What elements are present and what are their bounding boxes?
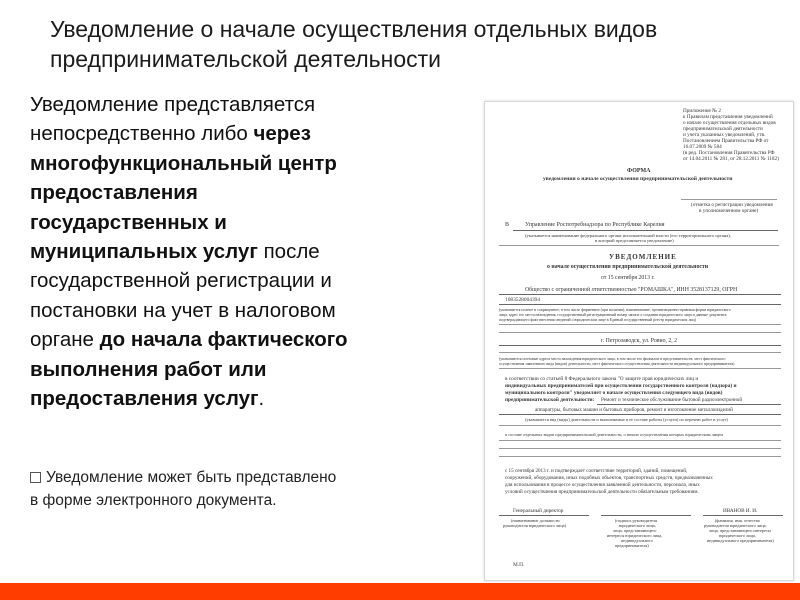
form-label: ФОРМА — [627, 168, 651, 174]
main-line-1: Уведомление представляется — [30, 93, 316, 116]
checkbox-bullet-icon — [30, 472, 41, 483]
main-line-9a: органе — [30, 328, 100, 352]
signature-note: интересы юридического лица, — [607, 533, 663, 538]
director-line — [499, 515, 589, 516]
main-text — [30, 90, 470, 413]
main-line-11a: предоставления услуг — [30, 387, 259, 411]
signature-note: (подпись руководителя — [615, 518, 658, 523]
authority-note: (указывается наименование федерального органа исполнительной власти (его территориального органа), — [525, 233, 731, 238]
notice-date: от 15 сентября 2013 г. — [601, 275, 655, 281]
appendix-line: к Правилам представления уведомлений — [683, 114, 773, 120]
name-note: юридического лица, — [719, 533, 756, 538]
main-line-11 — [30, 384, 470, 413]
notice-subheading: о начале осуществления предпринимательской деятельности — [547, 264, 709, 270]
divider — [499, 440, 781, 441]
main-line-11b: . — [258, 387, 265, 411]
title-line-2: предпринимательской деятельности — [50, 46, 441, 72]
divider — [499, 352, 781, 353]
appendix-line: (в ред. Постановления Правительства РФ — [683, 150, 775, 156]
appendix-line: от 14.04.2011 № 281, от 28.12.2011 № 1182) — [683, 156, 779, 162]
name-note: руководителя юридического лица, — [704, 523, 767, 528]
main-line-2a: непосредственно либо — [30, 122, 254, 146]
date-text: для использования в процессе осуществления заявленной деятельности, персонала, иных — [505, 482, 700, 488]
main-line-5-bold: государственных и — [30, 210, 227, 234]
note-line-2: в форме электронного документа. — [30, 492, 277, 509]
main-line-4-bold: предоставления — [30, 181, 198, 205]
main-line-6a: муниципальных услуг — [30, 240, 258, 264]
electronic-note — [30, 466, 480, 512]
name-note: лица, представляющего интересы — [709, 528, 771, 533]
main-line-2b: через — [253, 122, 311, 146]
company-note: (указывается полное и сокращенное, в том числе фирменное (при наличии), наименование, организационно-правовая форма юридического — [499, 308, 731, 312]
law-text: в соответствии со статьей 8 Федерального закона "О защите прав юридических лиц и — [505, 376, 699, 382]
ogrn: 1083528004394 — [505, 297, 541, 303]
divider — [499, 245, 779, 246]
director-note: (наименование должности — [511, 518, 560, 523]
main-line-9b: до начала фактического — [99, 328, 348, 352]
signature-note: индивидуального — [621, 538, 653, 543]
main-line-2 — [30, 119, 470, 148]
company-note: лица, адрес его места нахождения, государственный регистрационный номер записи о создании юридического лица и данные документа, — [499, 313, 728, 317]
signature-note: юридического лица, — [619, 523, 656, 528]
main-line-3 — [30, 149, 470, 178]
form-title: уведомления о начале осуществления предпринимательской деятельности — [543, 176, 733, 182]
signature-note: лица, представляющего — [613, 528, 657, 533]
appendix-line: 16.07.2009 № 584 — [683, 144, 722, 150]
note-line-1-text: Уведомление может быть представлено — [46, 469, 337, 486]
activity-note: (указывается вид (виды) деятельности и выполняемые в ее составе работы (услуги) по перечню работ и услуг) — [525, 417, 728, 422]
name-note: индивидуального предпринимателя) — [707, 538, 774, 543]
date-text: сооружений, оборудования, иных подобных объектов, транспортных средств, предназначенных — [505, 475, 713, 481]
law-text: предпринимательской деятельности: — [505, 397, 595, 403]
authority: Управление Роспотребнадзора по Республике Карелия — [525, 222, 665, 228]
activity: Ремонт и техническое обслуживание бытовой радиоэлектронной — [601, 397, 743, 403]
main-line-10-bold: выполнения работ или — [30, 357, 267, 381]
registration-mark: (отметка о регистрации уведомления — [691, 202, 773, 208]
accent-bar — [0, 583, 800, 600]
main-line-6b: после — [257, 240, 320, 264]
divider — [499, 425, 781, 426]
company-note: подтверждающего факт внесения сведений о юридическом лице в Единый государственный реестр юридических лиц) — [499, 318, 696, 322]
signature-line — [601, 515, 691, 516]
address-note: осуществления заявленного вида (видов) деятельности, мест фактического осуществления деятельности индивидуального предпринимателя) — [499, 362, 735, 366]
name-line — [703, 515, 783, 516]
appendix-line: и учета указанных уведомлений, утв. — [683, 132, 766, 138]
company-line — [499, 294, 781, 295]
authority-note-2: в который представляется уведомление) — [595, 238, 674, 243]
registration-mark-2: в уполномоченном органе) — [699, 208, 759, 214]
activity-line — [597, 404, 781, 405]
main-line-3-bold: многофункциональный центр — [30, 151, 337, 175]
address-note: (указываются почтовые адреса места нахождения юридического лица, в том числе его филиалов и представительств, мест фактического — [499, 357, 726, 361]
activity-line-2 — [499, 414, 781, 415]
main-line-5 — [30, 208, 470, 237]
law-text: индивидуальных предпринимателей при осуществлении государственного контроля (надзора) и — [505, 383, 737, 389]
notification-form-image — [484, 101, 794, 581]
main-line-8: постановки на учет в налоговом — [30, 298, 336, 322]
main-line-6 — [30, 237, 470, 266]
main-line-7: государственной регистрации и — [30, 269, 332, 293]
address: г. Петрозаводск, ул. Ровио, 2, 2 — [601, 338, 678, 344]
divider — [499, 332, 781, 333]
name-note: (фамилия, имя, отчество — [715, 518, 760, 523]
director-title: Генеральный директор — [513, 508, 564, 514]
address-line — [499, 345, 781, 346]
appendix-line: предпринимательской деятельности — [683, 126, 763, 132]
registration-line — [681, 199, 777, 200]
appendix-line: Приложение № 2 — [683, 108, 721, 114]
appendix-line: Постановлением Правительства РФ от — [683, 138, 769, 144]
stamp-mark: М.П. — [513, 562, 525, 568]
law-text: муниципального контроля" уведомляет о начале осуществления следующего вида (видов) — [505, 390, 723, 396]
divider — [499, 456, 781, 457]
divider — [499, 368, 781, 369]
divider — [499, 324, 781, 325]
date-text: условий осуществления предпринимательской деятельности обязательным требованиям. — [505, 489, 699, 495]
director-note-2: руководителя юридического лица) — [503, 523, 566, 528]
company-name: Общество с ограниченной ответственностью "РОМАШКА", ИНН 3528137129, ОГРН — [525, 287, 738, 293]
appendix-line: о начале осуществления отдельных видов — [683, 120, 776, 126]
main-line-4 — [30, 178, 470, 207]
main-line-10 — [30, 355, 470, 384]
director-name: ИВАНОВ И. И. — [723, 508, 758, 514]
signature-note: предпринимателя) — [615, 543, 649, 548]
divider — [499, 448, 781, 449]
activity-2: аппаратуры, бытовых машин и бытовых приборов, ремонт и изготовление металлоизделий — [535, 407, 733, 413]
ogrn-line — [499, 304, 781, 305]
note-line-1 — [30, 466, 480, 489]
to-prefix: В — [505, 222, 510, 228]
notice-heading: УВЕДОМЛЕНИЕ — [609, 253, 677, 261]
main-line-9 — [30, 325, 470, 354]
slide-title — [50, 14, 790, 74]
title-line-1: Уведомление о начале осуществления отдельных видов — [50, 16, 658, 42]
authority-line — [513, 230, 778, 231]
extra-note: в составе отдельных видов предпринимательской деятельности, о начале осуществления которых юридическим лицем — [505, 432, 724, 437]
date-text: с 15 сентября 2013 г. и подтверждает соответствие территорий, зданий, помещений, — [505, 468, 688, 474]
